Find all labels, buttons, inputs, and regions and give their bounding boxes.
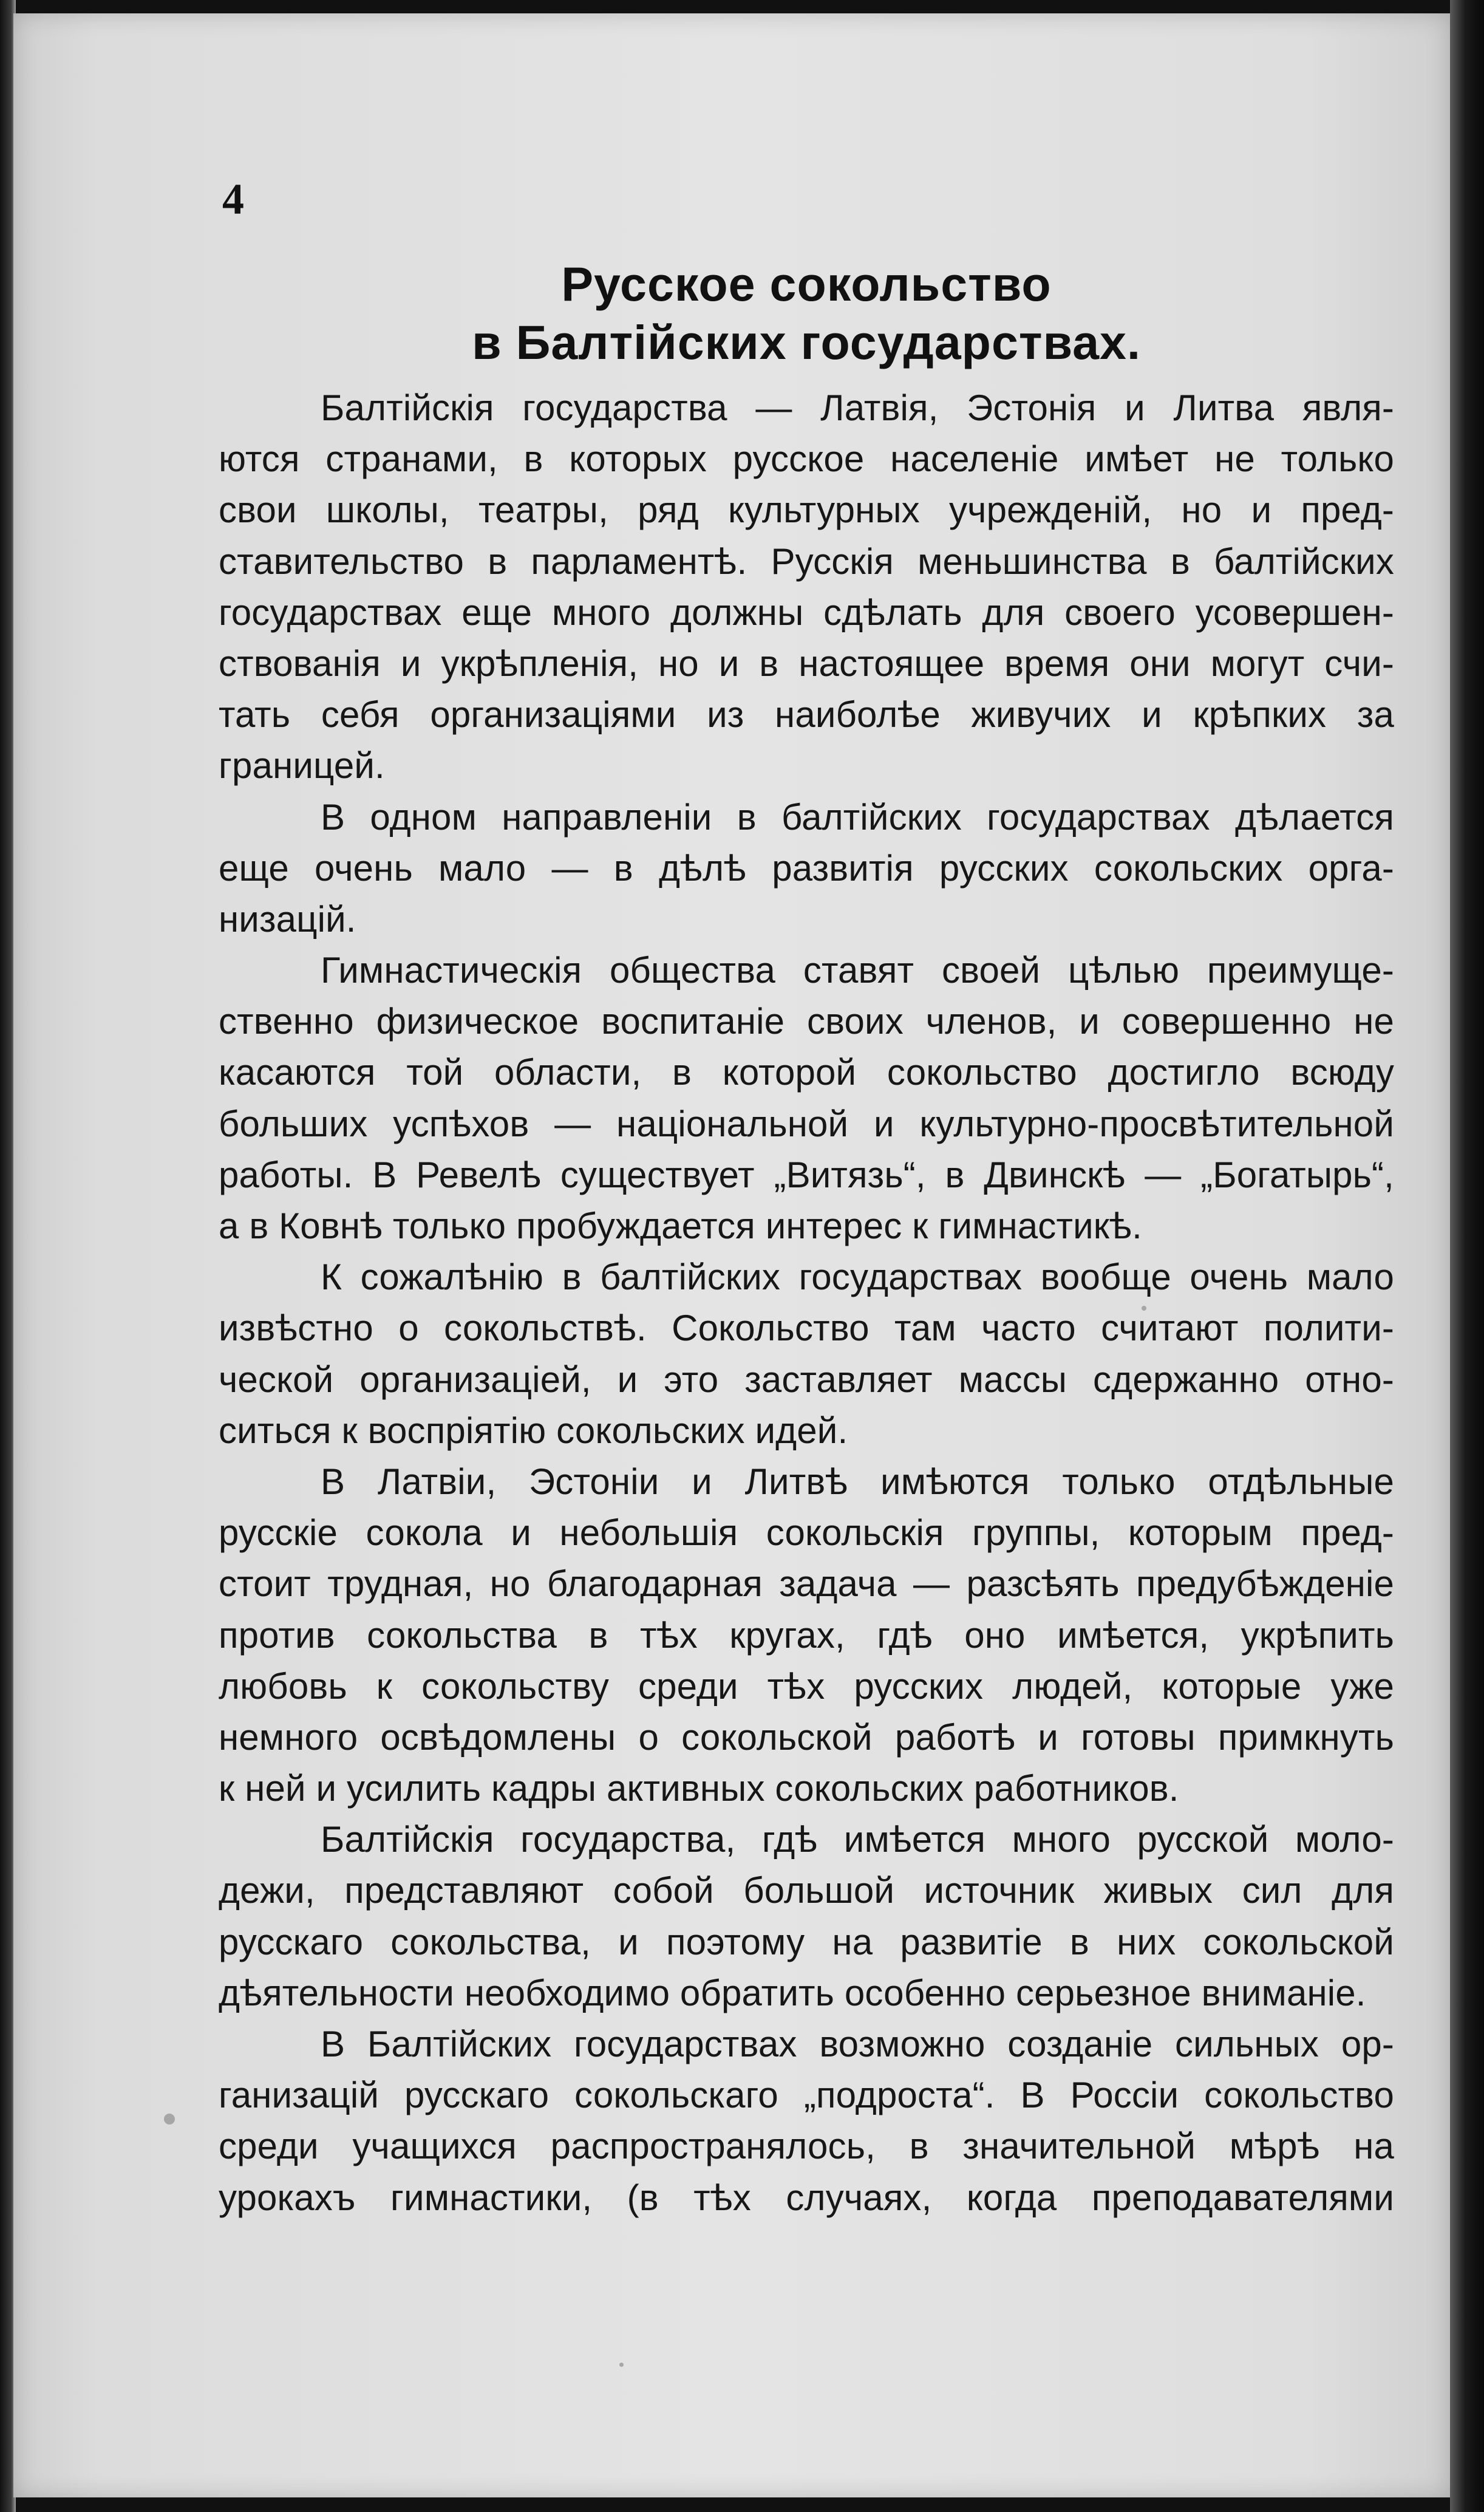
body-line: тать себя организаціями из наиболѣе живучих и крѣпких за bbox=[219, 694, 1394, 736]
body-line: русскаго сокольства, и поэтому на развитіе в них сокольской bbox=[219, 1921, 1394, 1962]
body-line: против сокольства в тѣх кругах, гдѣ оно имѣется, укрѣпить bbox=[219, 1614, 1394, 1656]
body-line: В одном направленіи в балтійских государствах дѣлается bbox=[321, 796, 1394, 838]
body-line: стоит трудная, но благодарная задача — разсѣять предубѣжденіе bbox=[219, 1563, 1394, 1605]
body-line: В Балтійских государствах возможно созданіе сильных ор- bbox=[321, 2024, 1394, 2064]
body-line: еще очень мало — в дѣлѣ развитія русских сокольских орга- bbox=[219, 847, 1394, 889]
paper-speck bbox=[619, 2363, 624, 2367]
body-line: немного освѣдомлены о сокольской работѣ и готовы примкнуть bbox=[219, 1716, 1394, 1758]
body-line: ственно физическое воспитаніе своих членов, и совершенно не bbox=[219, 1001, 1394, 1042]
body-line: а в Ковнѣ только пробуждается интерес к гимнастикѣ. bbox=[219, 1206, 1142, 1246]
body-line: К сожалѣнію в балтійских государствах вообще очень мало bbox=[321, 1257, 1394, 1298]
article-body bbox=[219, 383, 1394, 2224]
body-line: больших успѣхов — національной и культурно-просвѣтительной bbox=[219, 1103, 1394, 1144]
body-line: Гимнастическія общества ставят своей цѣлью преимуще- bbox=[321, 950, 1394, 991]
body-line: русскіе сокола и небольшія сокольскія группы, которым пред- bbox=[219, 1512, 1394, 1554]
article-title-line: Русское сокольство bbox=[561, 257, 1052, 311]
body-line: В Латвіи, Эстоніи и Литвѣ имѣются только отдѣльные bbox=[321, 1461, 1394, 1502]
body-line: среди учащихся распространялось, в значительной мѣрѣ на bbox=[219, 2126, 1394, 2167]
page-number: 4 bbox=[222, 175, 244, 224]
body-line: ются странами, в которых русское населеніе имѣет не только bbox=[219, 439, 1394, 480]
body-line: дежи, представляют собой большой источник живых сил для bbox=[219, 1870, 1394, 1911]
body-line: Балтійскія государства, гдѣ имѣется много русской моло- bbox=[321, 1819, 1394, 1860]
body-line: работы. В Ревелѣ существует „Витязь“, в Двинскѣ — „Богатырь“, bbox=[219, 1154, 1394, 1195]
article-title-line: в Балтійских государствах. bbox=[472, 315, 1141, 369]
body-line: касаются той области, в которой сокольство достигло всюду bbox=[219, 1052, 1394, 1093]
body-line: дѣятельности необходимо обратить особенно серьезное вниманіе. bbox=[219, 1972, 1366, 2013]
body-line: извѣстно о сокольствѣ. Сокольство там часто считают полити- bbox=[219, 1308, 1394, 1349]
body-line: урокахъ гимнастики, (в тѣх случаях, когда преподавателями bbox=[219, 2177, 1394, 2218]
body-line: ческой организаціей, и это заставляет массы сдержанно отно- bbox=[219, 1359, 1394, 1400]
body-line: границей. bbox=[219, 745, 385, 787]
scan-right-edge bbox=[1450, 0, 1484, 2512]
body-line: ствованія и укрѣпленія, но и в настоящее время они могут счи- bbox=[219, 643, 1394, 684]
body-line: свои школы, театры, ряд культурных учрежденій, но и пред- bbox=[219, 490, 1394, 531]
body-line: государствах еще много должны сдѣлать для своего усовершен- bbox=[219, 592, 1394, 633]
body-line: ставительство в парламентѣ. Русскія меньшинства в балтійских bbox=[219, 541, 1394, 582]
paper-speck bbox=[164, 2114, 175, 2125]
body-line: низацій. bbox=[219, 898, 356, 940]
body-line: любовь к сокольству среди тѣх русских людей, которые уже bbox=[219, 1665, 1394, 1707]
body-line: к ней и усилить кадры активных сокольских работников. bbox=[219, 1768, 1179, 1809]
body-line: ганизацій русскаго сокольскаго „подроста“. В Россіи сокольство bbox=[219, 2075, 1394, 2116]
body-line: Балтійскія государства — Латвія, Эстонія и Литва явля- bbox=[321, 387, 1394, 428]
body-line: ситься к воспріятію сокольских идей. bbox=[219, 1410, 848, 1451]
article-title bbox=[219, 255, 1394, 372]
